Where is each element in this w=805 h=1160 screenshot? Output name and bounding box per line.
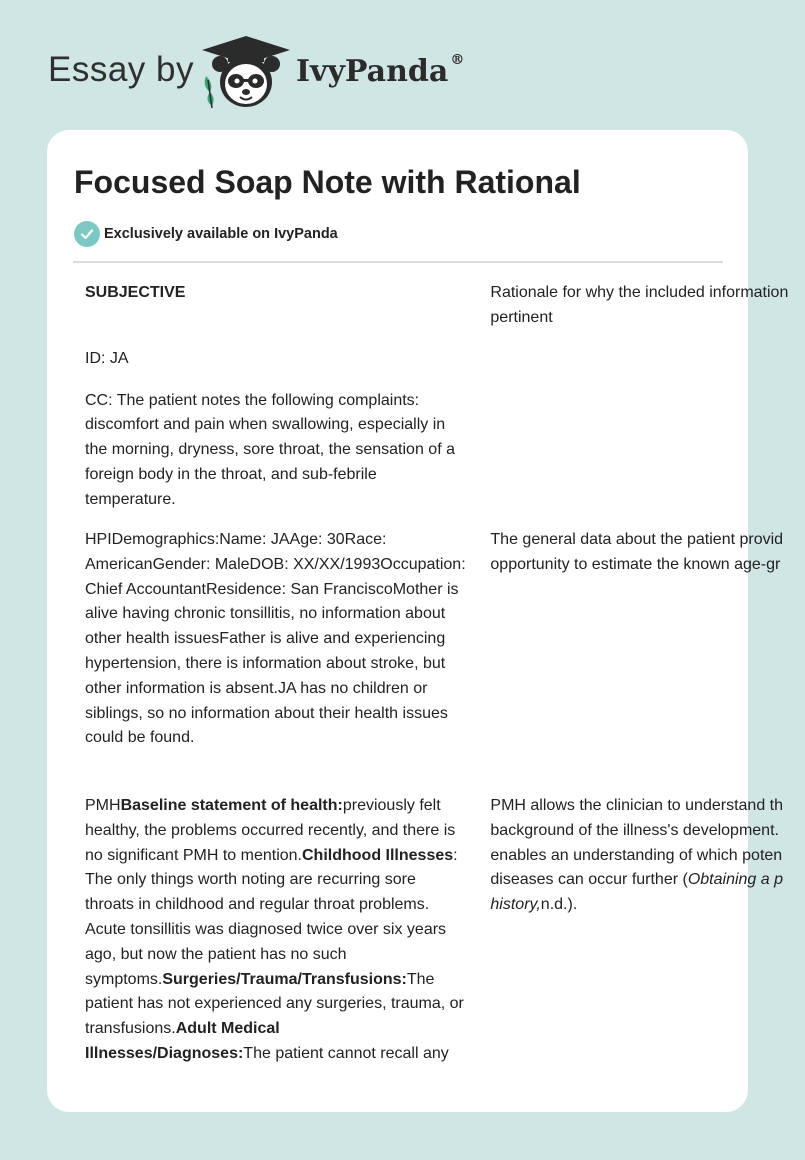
- brand-name[interactable]: IvyPanda ®: [296, 52, 465, 89]
- table-cell-left: [85, 278, 490, 528]
- panda-logo-icon: [200, 36, 292, 112]
- id-text: ID: JA: [85, 349, 129, 367]
- site-header: [48, 36, 748, 112]
- exclusive-badge: [74, 221, 338, 247]
- essay-by-label: Essay by: [48, 50, 194, 89]
- essay-card: [47, 130, 789, 1112]
- pmh-text: PMHBaseline statement of health:previously felt healthy, the problems occurred recently, and there is no significant PMH to mention.Childhood Illnesses: The only things worth noting are recurring sore throats in childhood and regular throat problems. Acute tonsillitis was diagnosed twice over six years ago, but now the patient has no such symptoms.Surgeries/Trauma/Transfusions:The patient has not experienced any surgeries, trauma, or transfusions.Adult Medical Illnesses/Diagnoses:The patient cannot recall any: [85, 797, 464, 1062]
- hpi-text: HPIDemographics:Name: JAAge: 30Race: AmericanGender: MaleDOB: XX/XX/1993Occupation: Chief AccountantResidence: San FranciscoMother is alive having chronic tonsillitis, no information about other health issuesFather is alive and experiencing hypertension, there is information about stroke, but other information is absent.JA has no children or siblings, so no information about their health issues could be found.: [85, 531, 466, 747]
- table-cell-right: Rationale for why the included information pertinent: [490, 284, 789, 326]
- soap-table: [85, 278, 805, 1067]
- check-icon: [74, 221, 100, 247]
- table-row: [85, 278, 805, 528]
- divider: [73, 261, 723, 263]
- table-cell-left: [85, 528, 490, 794]
- table-cell-left: [85, 794, 490, 1067]
- page-title: Focused Soap Note with Rational: [74, 164, 581, 200]
- table-row: [85, 528, 805, 794]
- table-cell-right: The general data about the patient provid opportunity to estimate the known age-gr: [490, 531, 784, 573]
- badge-text: Exclusively available on IvyPanda: [104, 226, 338, 242]
- cc-text: CC: The patient notes the following complaints: discomfort and pain when swallowing, especially in the morning, dryness, sore throat, the sensation of a foreign body in the throat, and sub-febrile temperature.: [85, 391, 455, 508]
- table-cell-right: PMH allows the clinician to understand th background of the illness's development. enables an understanding of which poten diseases can occur further (Obtaining a p history,n.d.).: [490, 797, 784, 914]
- table-row: [85, 794, 805, 1067]
- subjective-heading: SUBJECTIVE: [85, 284, 186, 301]
